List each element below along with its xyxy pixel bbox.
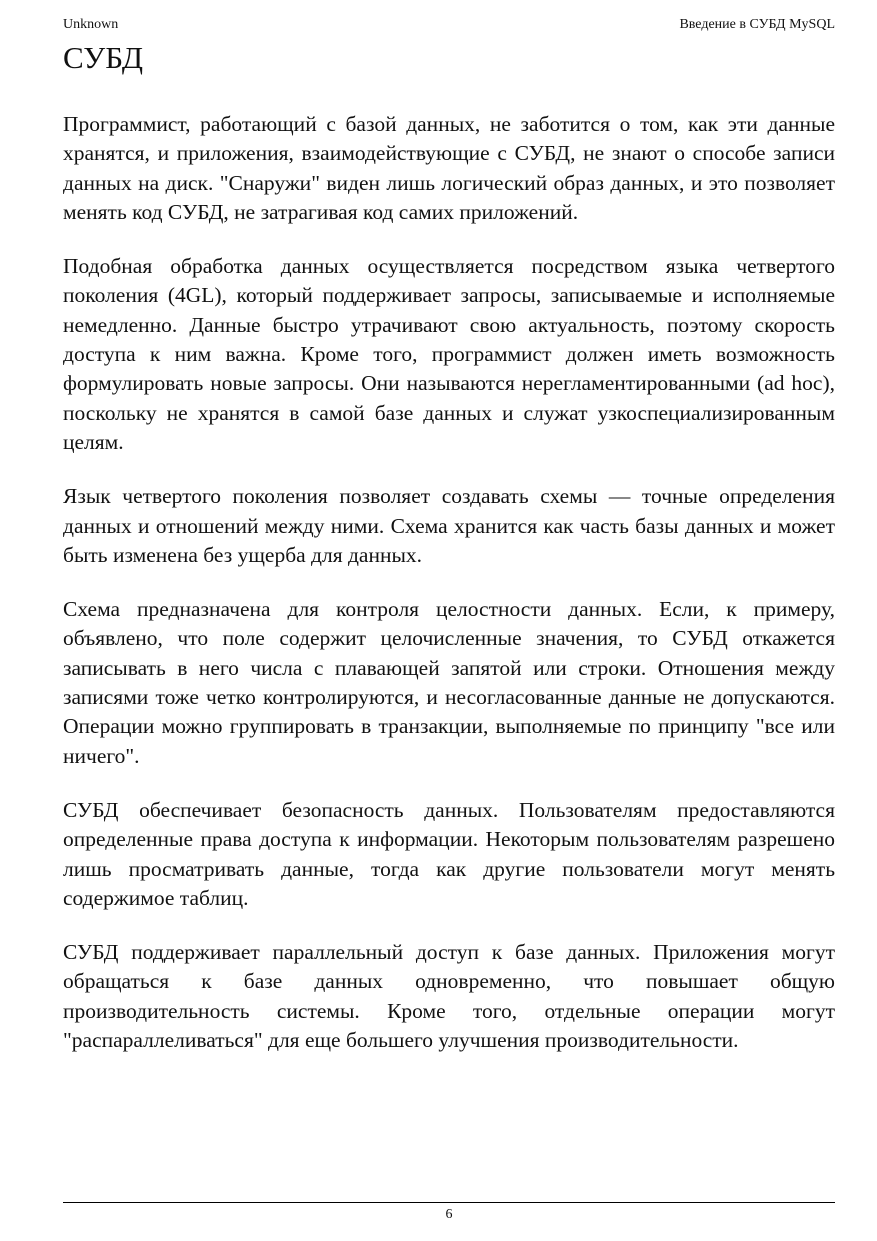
page-number: 6 [445, 1207, 453, 1222]
header-author: Unknown [63, 17, 119, 32]
body-text [63, 110, 835, 1080]
paragraph-5: СУБД обеспечивает безопасность данных. Пользователям предоставляются определенные права доступа к информации. Некоторым пользователям разрешено лишь просматривать данные, тогда как другие пользователи могут менять содержимое таблиц. [63, 797, 835, 910]
footer-divider [63, 1202, 835, 1203]
paragraph-3: Язык четвертого поколения позволяет создавать схемы — точные определения данных и отношений между ними. Схема хранится как часть базы данных и может быть изменена без ущерба для данных. [63, 484, 835, 567]
paragraph-4: Схема предназначена для контроля целостности данных. Если, к примеру, объявлено, что поле содержит целочисленные значения, то СУБД откажется записывать в него числа с плавающей запятой или строки. Отношения между записями тоже четко контролируются, и несогласованные данные не допускаются. Операции можно группировать в транзакции, выполняемые по принципу "все или ничего". [63, 597, 835, 768]
paragraph-2: Подобная обработка данных осуществляется посредством языка четвертого поколения (4GL), который поддерживает запросы, записываемые и исполняемые немедленно. Данные быстро утрачивают свою актуальность, поэтому скорость доступа к ним важна. Кроме того, программист должен иметь возможность формулировать новые запросы. Они называются нерегламентированными (ad hoc), поскольку не хранятся в самой базе данных и служат узкоспециализированным целям. [63, 254, 835, 454]
header-book-title: Введение в СУБД MySQL [679, 17, 835, 32]
paragraph-1: Программист, работающий с базой данных, не заботится о том, как эти данные хранятся, и приложения, взаимодействующие с СУБД, не знают о способе записи данных на диск. "Снаружи" виден лишь логический образ данных, и это позволяет менять код СУБД, не затрагивая код самих приложений. [63, 112, 835, 224]
section-title: СУБД [63, 40, 143, 75]
paragraph-6: СУБД поддерживает параллельный доступ к базе данных. Приложения могут обращаться к базе данных одновременно, что повышает общую производительность системы. Кроме того, отдельные операции могут "распараллеливаться" для еще большего улучшения производительности. [63, 940, 835, 1053]
page-header [63, 17, 835, 35]
